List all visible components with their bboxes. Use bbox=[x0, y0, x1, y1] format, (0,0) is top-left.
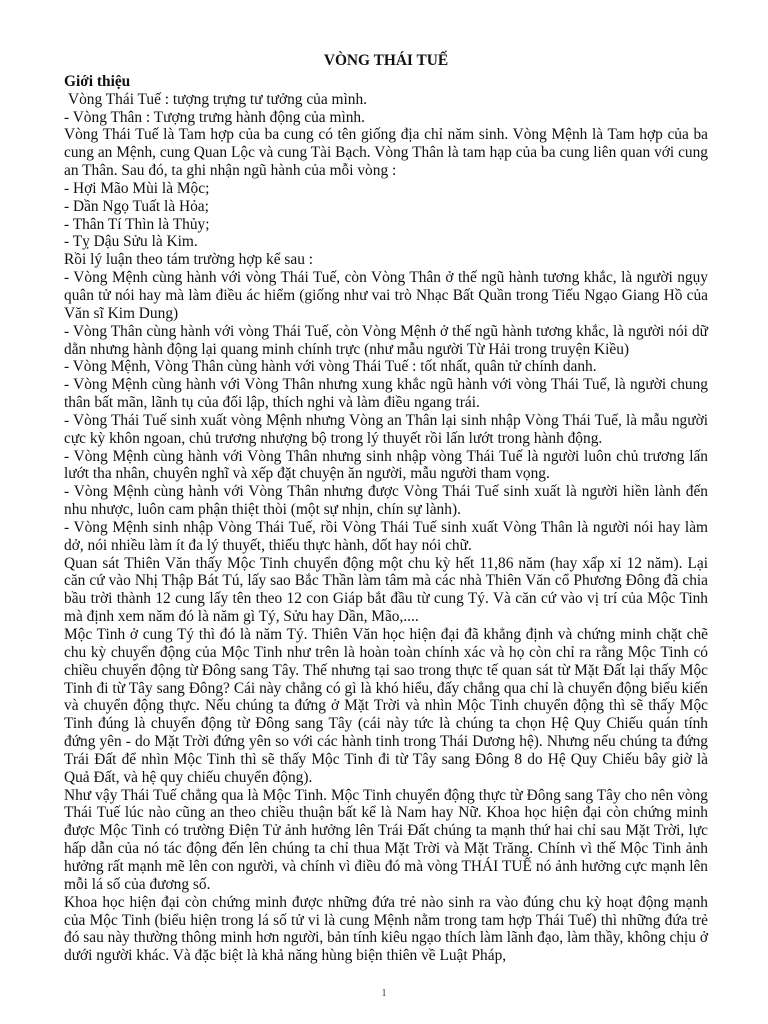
case-item: - Vòng Mệnh cùng hành với vòng Thái Tuế, còn Vòng Thân ở thế ngũ hành tương khắc, là người ngụy quân tử nói hay mà làm điều ác hiểm (giống như vai trò Nhạc Bất Quần trong Tiếu Ngạo Giang Hồ của Văn sĩ Kim Dung) bbox=[64, 269, 708, 322]
case-item: - Vòng Mệnh cùng hành với Vòng Thân nhưng sinh nhập vòng Thái Tuế là người luôn chủ trương lấn lướt tha nhân, chuyên nghĩ và xếp đặt chuyện ăn người, mẫu người tham vọng. bbox=[64, 447, 708, 483]
page-number: 1 bbox=[381, 988, 387, 999]
case-item: - Vòng Mệnh sinh nhập Vòng Thái Tuế, rồi Vòng Thái Tuế sinh xuất Vòng Thân là người nói hay làm dở, nói nhiều làm ít đa lý thuyết, thiếu thực hành, dốt hay nói chữ. bbox=[64, 518, 708, 554]
paragraph: Mộc Tinh ở cung Tý thì đó là năm Tý. Thiên Văn học hiện đại đã khẳng định và chứng minh chặt chẽ chu kỳ chuyển động của Mộc Tinh như trên là hoàn toàn chính xác và họ còn chỉ ra rằng Mộc Tinh có chiều chuyển động từ Đông sang Tây. Thế nhưng tại sao trong thực tế quan sát từ Mặt Đất lại thấy Mộc Tinh đi từ Tây sang Đông? Cái này chẳng có gì là khó hiểu, đấy chẳng qua chỉ là chuyển động biểu kiến và chuyển động thực. Nếu chúng ta đứng ở Mặt Trời và nhìn Mộc Tinh chuyển động thì sẽ thấy Mộc Tinh đúng là chuyển động từ Đông sang Tây (cái này tức là chúng ta chọn Hệ Quy Chiếu quán tính đứng yên - do Mặt Trời đứng yên so với các hành tinh trong Thái Dương hệ). Nhưng nếu chúng ta đứng Trái Đất để nhìn Mộc Tinh thì sẽ thấy Mộc Tinh đi từ Tây sang Đông 8 do Hệ Quy Chiếu bây giờ là Quả Đất, và hệ quy chiếu chuyển động). bbox=[64, 626, 708, 786]
paragraph: - Vòng Thân : Tượng trưng hành động của mình. bbox=[64, 108, 365, 126]
paragraph: Khoa học hiện đại còn chứng minh được những đứa trẻ nào sinh ra vào đúng chu kỳ hoạt động mạnh của Mộc Tinh (biểu hiện trong lá số tử vi là cung Mệnh nằm trong tam hợp Thái Tuế) thì những đứa trẻ đó sau này thường thông minh hơn người, bản tính kiêu ngạo thích làm lãnh đạo, làm thầy, không chịu ở dưới người khác. Và đặc biệt là khả năng hùng biện thiên về Luật Pháp, bbox=[64, 893, 708, 965]
paragraph: Rồi lý luận theo tám trường hợp kể sau : bbox=[64, 251, 314, 269]
case-item: - Vòng Mệnh cùng hành với Vòng Thân nhưng xung khắc ngũ hành với vòng Thái Tuế, là người chung thân bất mãn, lãnh tụ của đối lập, thích nghi và làm điều ngang trái. bbox=[64, 376, 708, 412]
list-item: - Hợi Mão Mùi là Mộc; bbox=[64, 179, 210, 197]
case-item: - Vòng Thân cùng hành với vòng Thái Tuế, còn Vòng Mệnh ở thế ngũ hành tương khắc, là người nói dữ dằn nhưng hành động lại quang minh chính trực (như mẫu người Từ Hải trong truyện Kiều) bbox=[64, 322, 708, 358]
document-page bbox=[64, 52, 708, 965]
list-item: - Thân Tí Thìn là Thủy; bbox=[64, 215, 210, 233]
case-item: - Vòng Mệnh cùng hành với Vòng Thân nhưng được Vòng Thái Tuế sinh xuất là người hiền lành đến nhu nhược, luôn cam phận thiệt thòi (một sự nhịn, chín sự lành). bbox=[64, 483, 708, 519]
paragraph: Vòng Thái Tuế là Tam hợp của ba cung có tên giống địa chỉ năm sinh. Vòng Mệnh là Tam hợp của ba cung an Mệnh, cung Quan Lộc và cung Tài Bạch. Vòng Thân là tam hạp của ba cung liên quan với cung an Thân. Sau đó, ta ghi nhận ngũ hành của mỗi vòng : bbox=[64, 126, 708, 180]
list-item: - Dần Ngọ Tuất là Hỏa; bbox=[64, 197, 209, 215]
paragraph: Quan sát Thiên Văn thấy Mộc Tinh chuyển động một chu kỳ hết 11,86 năm (hay xấp xỉ 12 năm). Lại căn cứ vào Nhị Thập Bát Tú, lấy sao Bắc Thần làm tâm mà các nhà Thiên Văn cổ Phương Đông đã chia bầu trời thành 12 cung lấy tên theo 12 con Giáp bắt đầu từ cung Tý. Và căn cứ vào vị trí của Mộc Tinh mà định xem năm đó là năm gì Tý, Sửu hay Dần, Mão,.... bbox=[64, 554, 708, 626]
section-heading: Giới thiệu bbox=[64, 72, 131, 90]
paragraph: Như vậy Thái Tuế chẳng qua là Mộc Tinh. Mộc Tinh chuyển động thực từ Đông sang Tây cho nên vòng Thái Tuế lúc nào cũng an theo chiều thuận bất kể là Nam hay Nữ. Khoa học hiện đại còn chứng minh được Mộc Tinh có trường Điện Tử ảnh hưởng lên Trái Đất chúng ta mạnh thứ hai chỉ sau Mặt Trời, lực hấp dẫn của nó tác động đến lên chúng ta chỉ thua Mặt Trời và Mặt Trăng. Chính vì thế Mộc Tinh ảnh hưởng rất mạnh mẽ lên con người, và chính vì điều đó mà vòng THÁI TUẾ nó ảnh hưởng cực mạnh lên mỗi lá số của đương số. bbox=[64, 786, 708, 893]
case-item: - Vòng Thái Tuế sinh xuất vòng Mệnh nhưng Vòng an Thân lại sinh nhập Vòng Thái Tuế, là mẫu người cực kỳ khôn ngoan, chủ trương nhượng bộ trong lý thuyết rồi lấn lướt trong hành động. bbox=[64, 411, 708, 447]
paragraph: Vòng Thái Tuế : tượng trựng tư tưởng của mình. bbox=[68, 90, 368, 108]
case-item: - Vòng Mệnh, Vòng Thân cùng hành với vòng Thái Tuế : tốt nhất, quân tử chính danh. bbox=[64, 358, 597, 376]
document-title: VÒNG THÁI TUẾ bbox=[323, 52, 449, 69]
list-item: - Tỵ Dậu Sửu là Kim. bbox=[64, 233, 198, 251]
